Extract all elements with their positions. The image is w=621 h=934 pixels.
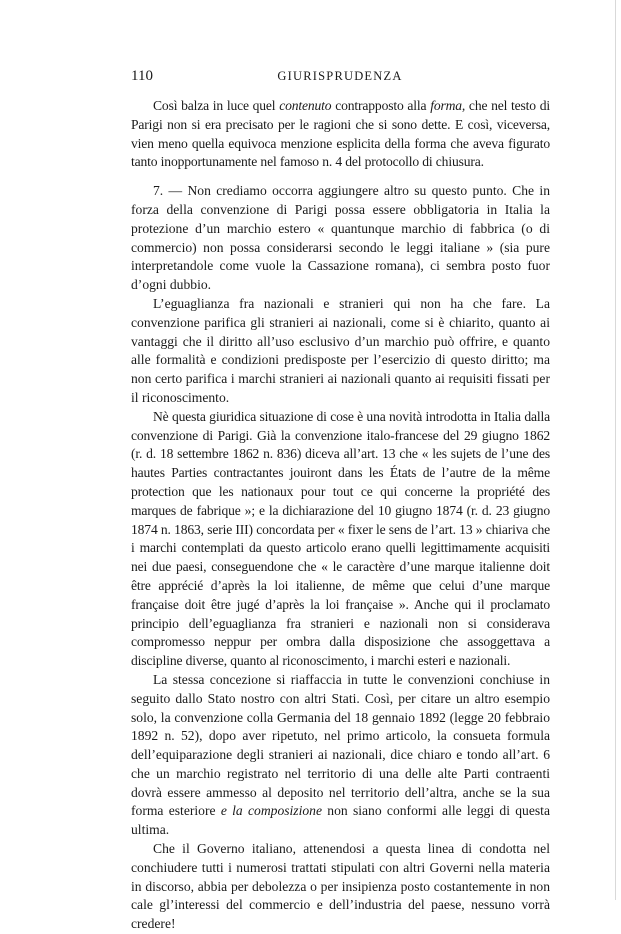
paragraph xyxy=(131,295,550,408)
text-segment: Nè questa giuridica situazione di cose è una novità introdotta in Italia dalla convenzione di Parigi. Già la convenzione italo-francese del 29 giugno 1862 (r. d. 18 settembre 1862 n. 836) diceva all’art. 13 che « les sujets de l’une des hautes Parties contractantes jouiront dans les États de l’autre de la même protection que les nationaux pour tout ce qui concerne la propriété des marques de fabrique »; e la dichiarazione del 10 giugno 1874 (r. d. 23 giugno 1874 n. 1863, serie III) concordata per « fixer le sens de l’art. 13 » chiariva che i marchi contemplati da questo articolo erano quelli legittimamente acquisiti nei due paesi, conseguendone che « le caractère d’une marque italienne doit être apprécié d’après la loi italienne, de même que celui d’une marque française doit être jugé d’après la loi française ». Anche qui il proclamato principio dell’eguaglianza fra stranieri e nazionali non si considerava compromesso neppur per ombra dalla disposizione che assoggettava a discipline diverse, quanto al riconoscimento, i marchi esteri e nazionali. xyxy=(131,408,550,669)
running-title: GIURISPRUDENZA xyxy=(277,69,403,83)
text-segment: 7. — Non crediamo occorra aggiungere altro su questo punto. Che in forza della convenzione di Parigi possa essere obbligatoria in Italia la protezione d’un marchio estero « quantunque marchio di fabbrica (o di commercio) non possa considerarsi secondo le leggi italiane » (sia pure interpretandole come vuole la Cassazione romana), ci sembra posto fuor d’ogni dubbio. xyxy=(131,183,550,293)
paragraph xyxy=(131,671,550,840)
italic-segment: forma, xyxy=(430,98,466,113)
text-segment: contrapposto alla xyxy=(331,98,431,113)
italic-segment: e la composizione xyxy=(220,803,322,819)
paragraph xyxy=(131,97,550,172)
text-segment: Così balza in luce quel xyxy=(153,98,280,113)
paragraph xyxy=(131,408,550,671)
italic-segment: contenuto xyxy=(279,98,332,113)
page-header xyxy=(131,68,549,88)
page-number: 110 xyxy=(131,68,153,84)
paragraph xyxy=(131,182,550,295)
page-edge-divider xyxy=(615,0,616,900)
text-segment: che nel testo di Parigi non si era precisato per le ragioni che si sono dette. E così, viceversa, vien meno quella equivoca menzione esplicita della forma che aveva figurato tanto inopportunamente nel famoso n. 4 del protocollo di chiusura. xyxy=(131,98,550,170)
text-segment: non siano conformi alle leggi di questa ultima. xyxy=(131,803,550,838)
text-segment: Che il Governo italiano, attenendosi a questa linea di condotta nel conchiudere tutti i numerosi trattati stipulati con altri Governi nella materia in discorso, abbia per debolezza o per insipienza posto costantemente in non cale gl’interessi del commercio e dell’industria del paese, nessuno vorrà credere! xyxy=(131,841,550,932)
text-segment: La stessa concezione si riaffaccia in tutte le convenzioni conchiuse in seguito dallo Stato nostro con altri Stati. Così, per citare un altro esempio solo, la convenzione colla Germania del 18 gennaio 1892 (legge 20 febbraio 1892 n. 52), dopo aver ripetuto, nel primo articolo, la consueta formula dell’equiparazione degli stranieri ai nazionali, dice chiaro e tondo all’art. 6 che un marchio registrato nel territorio di una delle alte Parti contraenti dovrà essere ammesso al deposito nel territorio dell’altra, anche se la sua forma esteriore xyxy=(131,671,550,819)
paragraph xyxy=(131,840,550,934)
text-segment: L’eguaglianza fra nazionali e stranieri qui non ha che fare. La convenzione parifica gli stranieri ai nazionali, come si è chiarito, quanto ai vantaggi che il diritto all’uso esclusivo d’un marchio può offrire, e quanto alle formalità e condizioni predisposte per l’esercizio di questo diritto; ma non certo parifica i marchi stranieri ai nazionali quanto ai requisiti fissati per il riconoscimento. xyxy=(131,295,550,405)
body-text xyxy=(131,97,550,934)
